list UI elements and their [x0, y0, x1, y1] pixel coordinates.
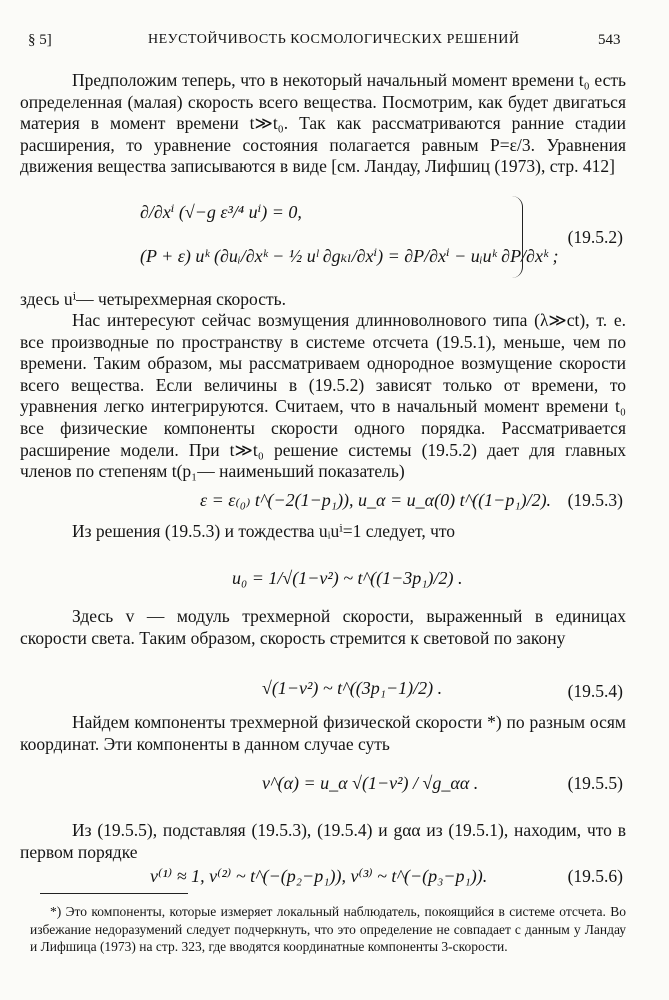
equation-19-5-2-line2: (P + ε) uᵏ (∂uᵢ/∂xᵏ − ½ uˡ ∂gₖₗ/∂xⁱ) = ∂P/∂xⁱ − uᵢuᵏ ∂P/∂xᵏ ; — [140, 246, 559, 266]
equation-label-19-5-3: (19.5.3) — [567, 490, 623, 510]
equation-u0: u₀ = 1/√(1−v²) ~ t^((1−3p₁)/2) . — [232, 568, 463, 588]
equation-label-19-5-5: (19.5.5) — [567, 773, 623, 793]
equation-19-5-5: v^(α) = u_α √(1−v²) / √g_αα . — [262, 773, 479, 793]
paragraph-2: здесь uⁱ— четырехмерная скорость. — [20, 289, 286, 309]
equation-19-5-4: √(1−v²) ~ t^((3p₁−1)/2) . — [262, 678, 443, 698]
equation-brace — [512, 196, 523, 278]
page-number: 543 — [598, 32, 621, 48]
footnote-rule — [40, 893, 188, 894]
paragraph-7: Из (19.5.5), подставляя (19.5.3), (19.5.4) и gαα из (19.5.1), находим, что в первом порядке — [20, 820, 626, 862]
paragraph-5: Здесь v — модуль трехмерной скорости, выраженный в единицах скорости света. Таким образом, скорость стремится к световой по закону — [20, 606, 626, 648]
equation-label-19-5-4: (19.5.4) — [567, 681, 623, 701]
footnote: *) Это компоненты, которые измеряет локальный наблюдатель, покоящийся в системе отсчета. Во избежание недоразумений следует подчеркнуть, что это определение не совпадает с данным у Ландау и Лифшица (1973) на стр. 323, где вводятся координатные компоненты 3-скорости. — [30, 904, 626, 954]
paragraph-3: Нас интересуют сейчас возмущения длинноволнового типа (λ≫ct), т. е. все производные по пространству в системе отсчета (19.5.1), меньше, чем по времени. Таким образом, мы рассматриваем однородное возмущение скорости всего вещества. Если величины в (19.5.2) зависят только от времени, то уравнения легко интегрируются. Считаем, что в начальный момент времени t₀ все физические компоненты скорости одного порядка. Рассматривается расширение модели. При t≫t₀ решение системы (19.5.2) дает для главных членов по степеням t(p₁— наименьший показатель) — [20, 310, 626, 482]
paragraph-6: Найдем компоненты трехмерной физической скорости *) по разным осям координат. Эти компоненты в данном случае суть — [20, 712, 626, 754]
running-title: НЕУСТОЙЧИВОСТЬ КОСМОЛОГИЧЕСКИХ РЕШЕНИЙ — [148, 32, 520, 47]
equation-19-5-2-line1: ∂/∂xⁱ (√−g ε³/⁴ uⁱ) = 0, — [140, 202, 302, 222]
equation-label-19-5-6: (19.5.6) — [567, 866, 623, 886]
equation-19-5-6: v⁽¹⁾ ≈ 1, v⁽²⁾ ~ t^(−(p₂−p₁)), v⁽³⁾ ~ t^(−(p₃−p₁)). — [150, 866, 488, 886]
equation-19-5-3: ε = ε₍₀₎ t^(−2(1−p₁)), u_α = u_α(0) t^((1−p₁)/2). — [200, 490, 552, 510]
section-marker: § 5] — [28, 32, 52, 48]
paragraph-1: Предположим теперь, что в некоторый начальный момент времени t₀ есть определенная (малая) скорость всего вещества. Посмотрим, как будет двигаться материя в момент времени t≫t₀. Так как рассматриваются ранние стадии расширения, то уравнение состояния полагается равным P=ε/3. Уравнения движения вещества записываются в виде [см. Ландау, Лифшиц (1973), стр. 412] — [20, 70, 626, 177]
equation-label-19-5-2: (19.5.2) — [567, 227, 623, 247]
paragraph-4: Из решения (19.5.3) и тождества uᵢuⁱ=1 следует, что — [72, 521, 456, 541]
